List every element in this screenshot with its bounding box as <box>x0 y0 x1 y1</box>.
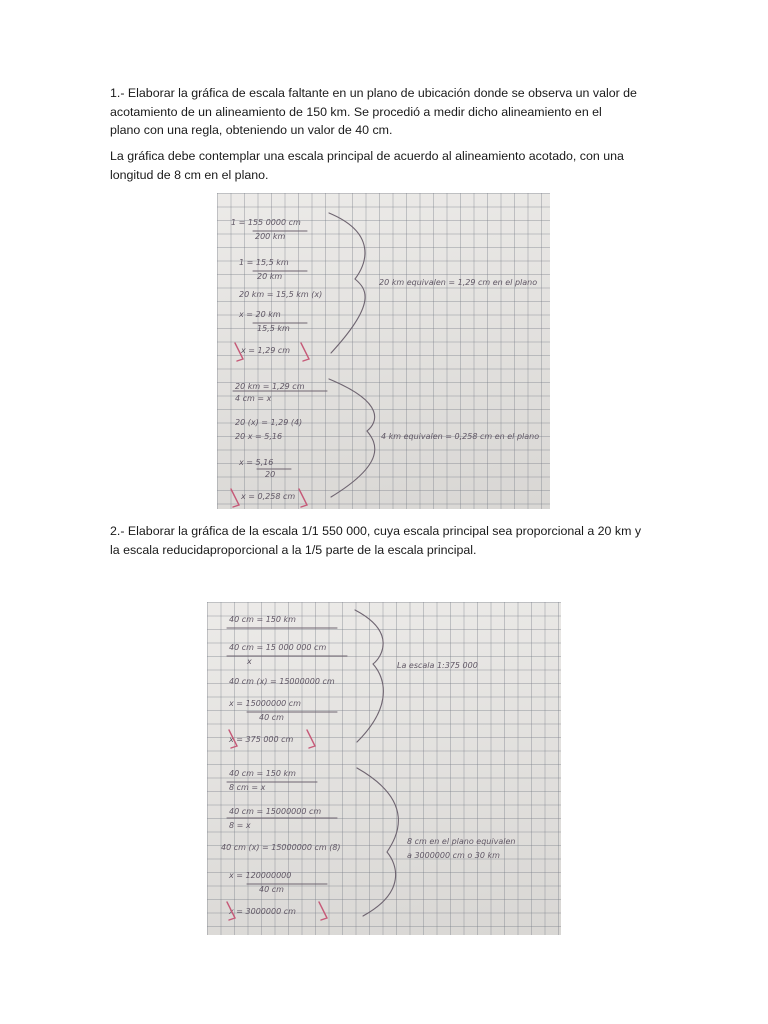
exercise-1-instructions <box>110 147 660 184</box>
exercise-1-line-4: La gráfica debe contemplar una escala principal de acuerdo al alineamiento acotado, con una <box>110 149 624 163</box>
note-1: 1 = 155 0000 cm <box>231 218 301 227</box>
note-15: x = 0,258 cm <box>241 492 296 501</box>
note-15: x = 3000000 cm <box>229 907 296 916</box>
note-8: 40 cm = 150 km <box>229 769 296 778</box>
conclusion-1: 20 km equivalen = 1,29 cm en el plano <box>379 278 538 287</box>
exercise-2-line-2: la escala reducidaproporcional a la 1/5 parte de la escala principal. <box>110 542 477 557</box>
exercise-1-line-2: acotamiento de un alineamiento de 150 km. Se procedió a medir dicho alineamiento en el <box>110 104 602 119</box>
conclusion-2: 8 cm en el plano equivalen <box>407 837 516 846</box>
note-11: 20 (x) = 1,29 (4) <box>235 418 303 427</box>
note-12: 20 x = 5,16 <box>235 432 283 441</box>
note-8: x = 1,29 cm <box>241 346 291 355</box>
note-3: 1 = 15,5 km <box>239 258 289 267</box>
exercise-2-statement <box>110 522 660 559</box>
conclusion-3: a 3000000 cm o 30 km <box>407 851 500 860</box>
note-6: 40 cm <box>259 713 284 722</box>
note-10: 4 cm = x <box>235 394 272 403</box>
note-13: x = 5,16 <box>239 458 274 467</box>
note-13: x = 120000000 <box>229 871 292 880</box>
note-2: 200 km <box>255 232 286 241</box>
exercise-1-statement <box>110 84 660 140</box>
exercise-2-line-1: 2.- Elaborar la gráfica de la escala 1/1 550 000, cuya escala principal sea proporcional a 20 km y <box>110 524 642 538</box>
note-10: 40 cm = 15000000 cm <box>229 807 322 816</box>
note-14: 40 cm <box>259 885 284 894</box>
note-2: 40 cm = 15 000 000 cm <box>229 643 327 652</box>
note-14: 20 <box>265 470 276 479</box>
note-12: 40 cm (x) = 15000000 cm (8) <box>221 843 341 852</box>
note-5: x = 15000000 cm <box>229 699 301 708</box>
note-1: 40 cm = 150 km <box>229 615 296 624</box>
note-4: 40 cm (x) = 15000000 cm <box>229 677 335 686</box>
conclusion-2: 4 km equivalen = 0,258 cm en el plano <box>381 432 540 441</box>
handwritten-solution-photo-1 <box>217 193 550 509</box>
note-6: x = 20 km <box>239 310 281 319</box>
note-3: x <box>247 657 252 666</box>
exercise-1-line-1: 1.- Elaborar la gráfica de escala faltante en un plano de ubicación donde se observa un valor de <box>110 86 637 100</box>
exercise-1-line-3: plano con una regla, obteniendo un valor de 40 cm. <box>110 123 393 137</box>
note-11: 8 = x <box>229 821 251 830</box>
note-7: 15,5 km <box>257 324 290 333</box>
note-9: 8 cm = x <box>229 783 266 792</box>
note-4: 20 km <box>257 272 283 281</box>
note-7: x = 375 000 cm <box>229 735 294 744</box>
handwritten-solution-photo-2 <box>207 602 561 935</box>
note-9: 20 km = 1,29 cm <box>235 382 305 391</box>
exercise-1-line-5: longitud de 8 cm en el plano. <box>110 167 269 182</box>
note-5: 20 km = 15,5 km (x) <box>239 290 323 299</box>
conclusion-1: La escala 1:375 000 <box>397 661 478 670</box>
